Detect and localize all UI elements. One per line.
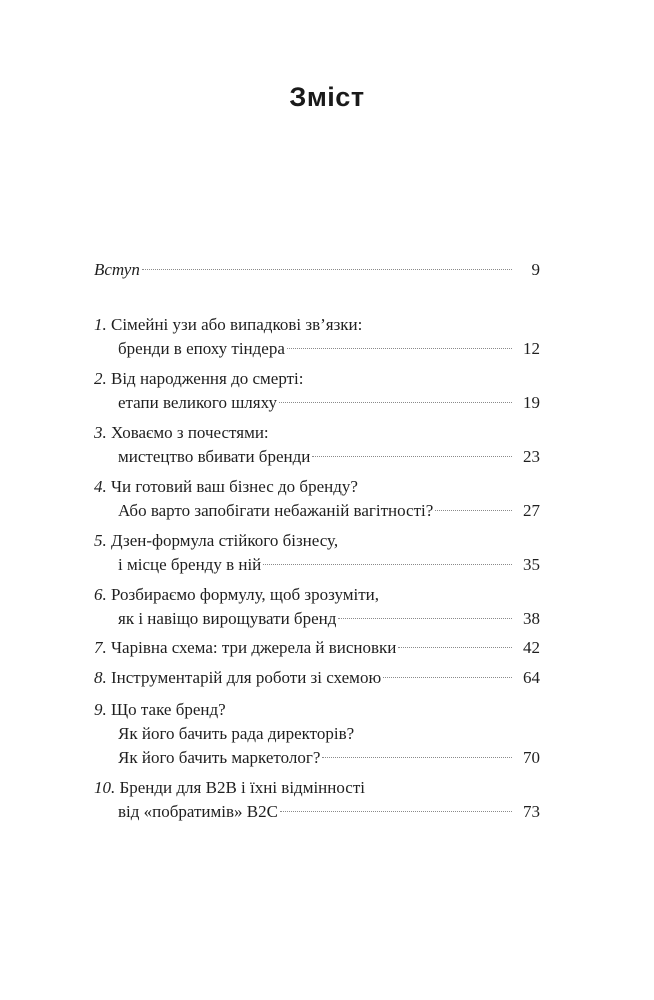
dot-leader [142, 269, 512, 270]
toc-page-number: 70 [523, 748, 540, 767]
toc-entry-title: Вступ [94, 260, 140, 279]
toc-entry-4[interactable] [94, 475, 540, 523]
toc-entry-number: 10. [94, 778, 116, 797]
toc-entry-1[interactable] [94, 313, 540, 361]
toc-entry-number: 9. [94, 700, 107, 719]
toc-entry-title: Розбираємо формулу, щоб зрозуміти, [111, 585, 379, 604]
toc-entry-number: 6. [94, 585, 107, 604]
toc-entry-title-continued: від «побратимів» B2C [118, 802, 278, 821]
toc-page-number: 73 [523, 802, 540, 821]
toc-page-number: 9 [531, 260, 540, 279]
toc-entry-title: Сімейні узи або випадкові зв’язки: [111, 315, 363, 334]
toc-entry-title-continued: мистецтво вбивати бренди [118, 447, 311, 466]
toc-entry-title-continued: Або варто запобігати небажаній вагітності? [118, 501, 434, 520]
table-of-contents [94, 258, 540, 821]
toc-entry-title: Бренди для B2B і їхні відмінності [119, 778, 365, 797]
toc-entry-title: Дзен-формула стійкого бізнесу, [111, 531, 339, 550]
toc-page-number: 35 [523, 555, 540, 574]
toc-entry-number: 3. [94, 423, 107, 442]
toc-entry-title-continued: бренди в епоху тіндера [118, 339, 285, 358]
toc-entry-title: Чи готовий ваш бізнес до бренду? [111, 477, 358, 496]
dot-leader [280, 811, 512, 812]
dot-leader [383, 677, 512, 678]
toc-entry-intro[interactable] [94, 258, 540, 282]
toc-entry-3[interactable] [94, 421, 540, 469]
dot-leader [435, 510, 512, 511]
toc-entry-number: 8. [94, 668, 107, 687]
toc-entry-title: Чарівна схема: три джерела й висновки [111, 638, 397, 657]
toc-page-number: 38 [523, 609, 540, 628]
toc-page-number: 42 [523, 638, 540, 657]
dot-leader [312, 456, 512, 457]
toc-entry-8[interactable] [94, 666, 540, 690]
toc-entry-number: 1. [94, 315, 107, 334]
toc-entry-title-continued: Як його бачить маркетолог? [118, 748, 321, 767]
dot-leader [338, 618, 512, 619]
toc-page-number: 12 [523, 339, 540, 358]
toc-entry-title-continued: і місце бренду в ній [118, 555, 262, 574]
toc-entry-title-continued: як і навіщо вирощувати бренд [118, 609, 337, 628]
toc-entry-title: Що таке бренд? [111, 700, 226, 719]
page-title: Зміст [289, 82, 365, 112]
toc-entry-title: Від народження до смерті: [111, 369, 304, 388]
toc-page-number: 23 [523, 447, 540, 466]
dot-leader [322, 757, 512, 758]
toc-entry-number: 5. [94, 531, 107, 550]
dot-leader [398, 647, 512, 648]
toc-page-number: 64 [523, 668, 540, 687]
toc-entry-title-continued: Як його бачить рада директорів? [118, 724, 355, 743]
toc-entry-7[interactable] [94, 636, 540, 660]
toc-entry-2[interactable] [94, 367, 540, 415]
toc-entry-number: 2. [94, 369, 107, 388]
dot-leader [279, 402, 512, 403]
dot-leader [287, 348, 512, 349]
dot-leader [263, 564, 512, 565]
toc-entry-title-continued: етапи великого шляху [118, 393, 277, 412]
toc-entry-number: 4. [94, 477, 107, 496]
toc-page-number: 27 [523, 501, 540, 520]
toc-entry-title: Ховаємо з почестями: [111, 423, 269, 442]
toc-entry-9[interactable] [94, 698, 540, 770]
toc-page-number: 19 [523, 393, 540, 412]
toc-entry-number: 7. [94, 638, 107, 657]
toc-entry-6[interactable] [94, 583, 540, 631]
toc-entry-10[interactable] [94, 776, 540, 824]
toc-entry-5[interactable] [94, 529, 540, 577]
toc-entry-title: Інструментарій для роботи зі схемою [111, 668, 382, 687]
